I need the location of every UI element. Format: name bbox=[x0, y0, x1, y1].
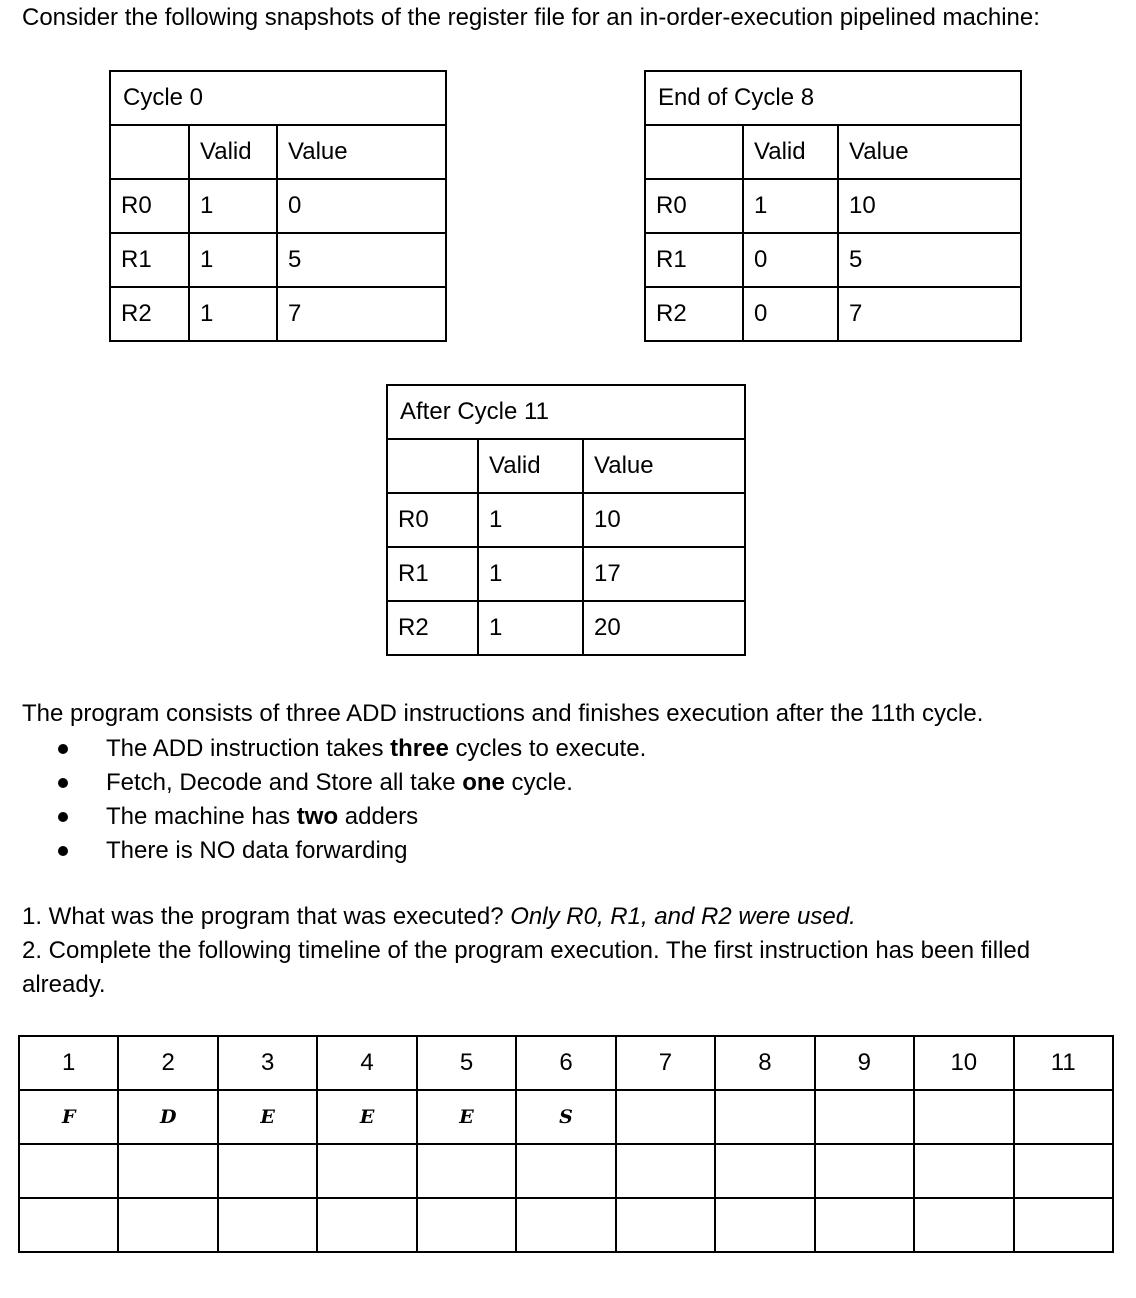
table-row bbox=[387, 547, 745, 601]
header-blank bbox=[645, 125, 743, 179]
value-cell: 10 bbox=[838, 179, 1021, 233]
stage-cell bbox=[616, 1090, 715, 1144]
valid-cell: 1 bbox=[478, 493, 583, 547]
stage-cell bbox=[715, 1198, 814, 1252]
stage-cell bbox=[516, 1198, 615, 1252]
register-table-cycle-8 bbox=[644, 70, 1022, 342]
cycle-number: 6 bbox=[516, 1036, 615, 1090]
table-row bbox=[110, 179, 446, 233]
table-title: After Cycle 11 bbox=[387, 385, 745, 439]
header-valid: Valid bbox=[478, 439, 583, 493]
valid-cell: 0 bbox=[743, 287, 838, 341]
header-blank bbox=[387, 439, 478, 493]
register-name: R0 bbox=[387, 493, 478, 547]
stage-cell bbox=[914, 1144, 1013, 1198]
valid-cell: 1 bbox=[478, 547, 583, 601]
header-value: Value bbox=[838, 125, 1021, 179]
cycle-number: 10 bbox=[914, 1036, 1013, 1090]
table-row bbox=[110, 287, 446, 341]
bullet-text: Fetch, Decode and Store all take one cycle. bbox=[106, 769, 573, 796]
cycle-number: 3 bbox=[218, 1036, 317, 1090]
value-cell: 20 bbox=[583, 601, 745, 655]
register-name: R1 bbox=[645, 233, 743, 287]
stage-cell bbox=[1014, 1198, 1113, 1252]
bullet-icon bbox=[58, 846, 68, 856]
list-item bbox=[58, 766, 646, 800]
stage-cell bbox=[118, 1198, 217, 1252]
cycle-header-row bbox=[19, 1036, 1113, 1090]
stage-cell bbox=[715, 1090, 814, 1144]
table-title: Cycle 0 bbox=[110, 71, 446, 125]
stage-cell bbox=[815, 1090, 914, 1144]
value-cell: 17 bbox=[583, 547, 745, 601]
question-1: 1. What was the program that was executed? Only R0, R1, and R2 were used. bbox=[22, 903, 856, 930]
bullet-icon bbox=[58, 778, 68, 788]
program-description: The program consists of three ADD instructions and finishes execution after the 11th cycle. bbox=[22, 700, 984, 727]
instruction-row-3 bbox=[19, 1198, 1113, 1252]
stage-cell bbox=[914, 1198, 1013, 1252]
question-2: 2. Complete the following timeline of the program execution. The first instruction has been filled already. bbox=[22, 937, 1031, 998]
table-row bbox=[645, 179, 1021, 233]
table-row bbox=[645, 287, 1021, 341]
stage-cell bbox=[218, 1198, 317, 1252]
stage-cell: S bbox=[516, 1090, 615, 1144]
stage-cell bbox=[19, 1144, 118, 1198]
valid-cell: 1 bbox=[189, 179, 277, 233]
value-cell: 7 bbox=[277, 287, 446, 341]
valid-cell: 1 bbox=[189, 287, 277, 341]
stage-cell bbox=[1014, 1144, 1113, 1198]
value-cell: 7 bbox=[838, 287, 1021, 341]
stage-cell: E bbox=[417, 1090, 516, 1144]
value-cell: 10 bbox=[583, 493, 745, 547]
header-valid: Valid bbox=[189, 125, 277, 179]
list-item bbox=[58, 800, 646, 834]
header-blank bbox=[110, 125, 189, 179]
stage-cell: E bbox=[218, 1090, 317, 1144]
stage-cell: D bbox=[118, 1090, 217, 1144]
stage-cell bbox=[815, 1144, 914, 1198]
page-heading: Consider the following snapshots of the register file for an in-order-execution pipelined machine: bbox=[22, 4, 1040, 31]
cycle-number: 8 bbox=[715, 1036, 814, 1090]
register-name: R0 bbox=[110, 179, 189, 233]
register-name: R2 bbox=[110, 287, 189, 341]
cycle-number: 1 bbox=[19, 1036, 118, 1090]
register-table-cycle-11 bbox=[386, 384, 746, 656]
register-table-cycle-0 bbox=[109, 70, 447, 342]
stage-cell bbox=[118, 1144, 217, 1198]
stage-cell bbox=[715, 1144, 814, 1198]
bullet-icon bbox=[58, 812, 68, 822]
register-name: R2 bbox=[387, 601, 478, 655]
valid-cell: 1 bbox=[478, 601, 583, 655]
cycle-number: 4 bbox=[317, 1036, 416, 1090]
stage-cell: F bbox=[19, 1090, 118, 1144]
table-row bbox=[387, 493, 745, 547]
value-cell: 0 bbox=[277, 179, 446, 233]
instruction-row-2 bbox=[19, 1144, 1113, 1198]
table-title: End of Cycle 8 bbox=[645, 71, 1021, 125]
valid-cell: 1 bbox=[189, 233, 277, 287]
stage-cell bbox=[516, 1144, 615, 1198]
stage-cell bbox=[417, 1144, 516, 1198]
stage-cell bbox=[616, 1144, 715, 1198]
bullet-text: The ADD instruction takes three cycles to execute. bbox=[106, 735, 647, 762]
bullet-text: The machine has two adders bbox=[106, 803, 419, 830]
register-name: R1 bbox=[387, 547, 478, 601]
cycle-number: 5 bbox=[417, 1036, 516, 1090]
header-valid: Valid bbox=[743, 125, 838, 179]
stage-cell: E bbox=[317, 1090, 416, 1144]
register-name: R2 bbox=[645, 287, 743, 341]
bullet-text: There is NO data forwarding bbox=[106, 837, 408, 864]
stage-cell bbox=[19, 1198, 118, 1252]
list-item bbox=[58, 732, 646, 766]
stage-cell bbox=[218, 1144, 317, 1198]
stage-cell bbox=[616, 1198, 715, 1252]
table-row bbox=[387, 601, 745, 655]
valid-cell: 1 bbox=[743, 179, 838, 233]
list-item bbox=[58, 834, 646, 868]
value-cell: 5 bbox=[277, 233, 446, 287]
instruction-row-1 bbox=[19, 1090, 1113, 1144]
register-name: R0 bbox=[645, 179, 743, 233]
header-value: Value bbox=[277, 125, 446, 179]
bullet-icon bbox=[58, 744, 68, 754]
value-cell: 5 bbox=[838, 233, 1021, 287]
header-value: Value bbox=[583, 439, 745, 493]
stage-cell bbox=[914, 1090, 1013, 1144]
cycle-number: 11 bbox=[1014, 1036, 1113, 1090]
stage-cell bbox=[417, 1198, 516, 1252]
cycle-number: 9 bbox=[815, 1036, 914, 1090]
stage-cell bbox=[815, 1198, 914, 1252]
register-name: R1 bbox=[110, 233, 189, 287]
table-row bbox=[110, 233, 446, 287]
stage-cell bbox=[317, 1144, 416, 1198]
cycle-number: 7 bbox=[616, 1036, 715, 1090]
timeline-table bbox=[18, 1035, 1114, 1253]
stage-cell bbox=[1014, 1090, 1113, 1144]
table-row bbox=[645, 233, 1021, 287]
valid-cell: 0 bbox=[743, 233, 838, 287]
cycle-number: 2 bbox=[118, 1036, 217, 1090]
stage-cell bbox=[317, 1198, 416, 1252]
constraints-list bbox=[58, 732, 646, 868]
